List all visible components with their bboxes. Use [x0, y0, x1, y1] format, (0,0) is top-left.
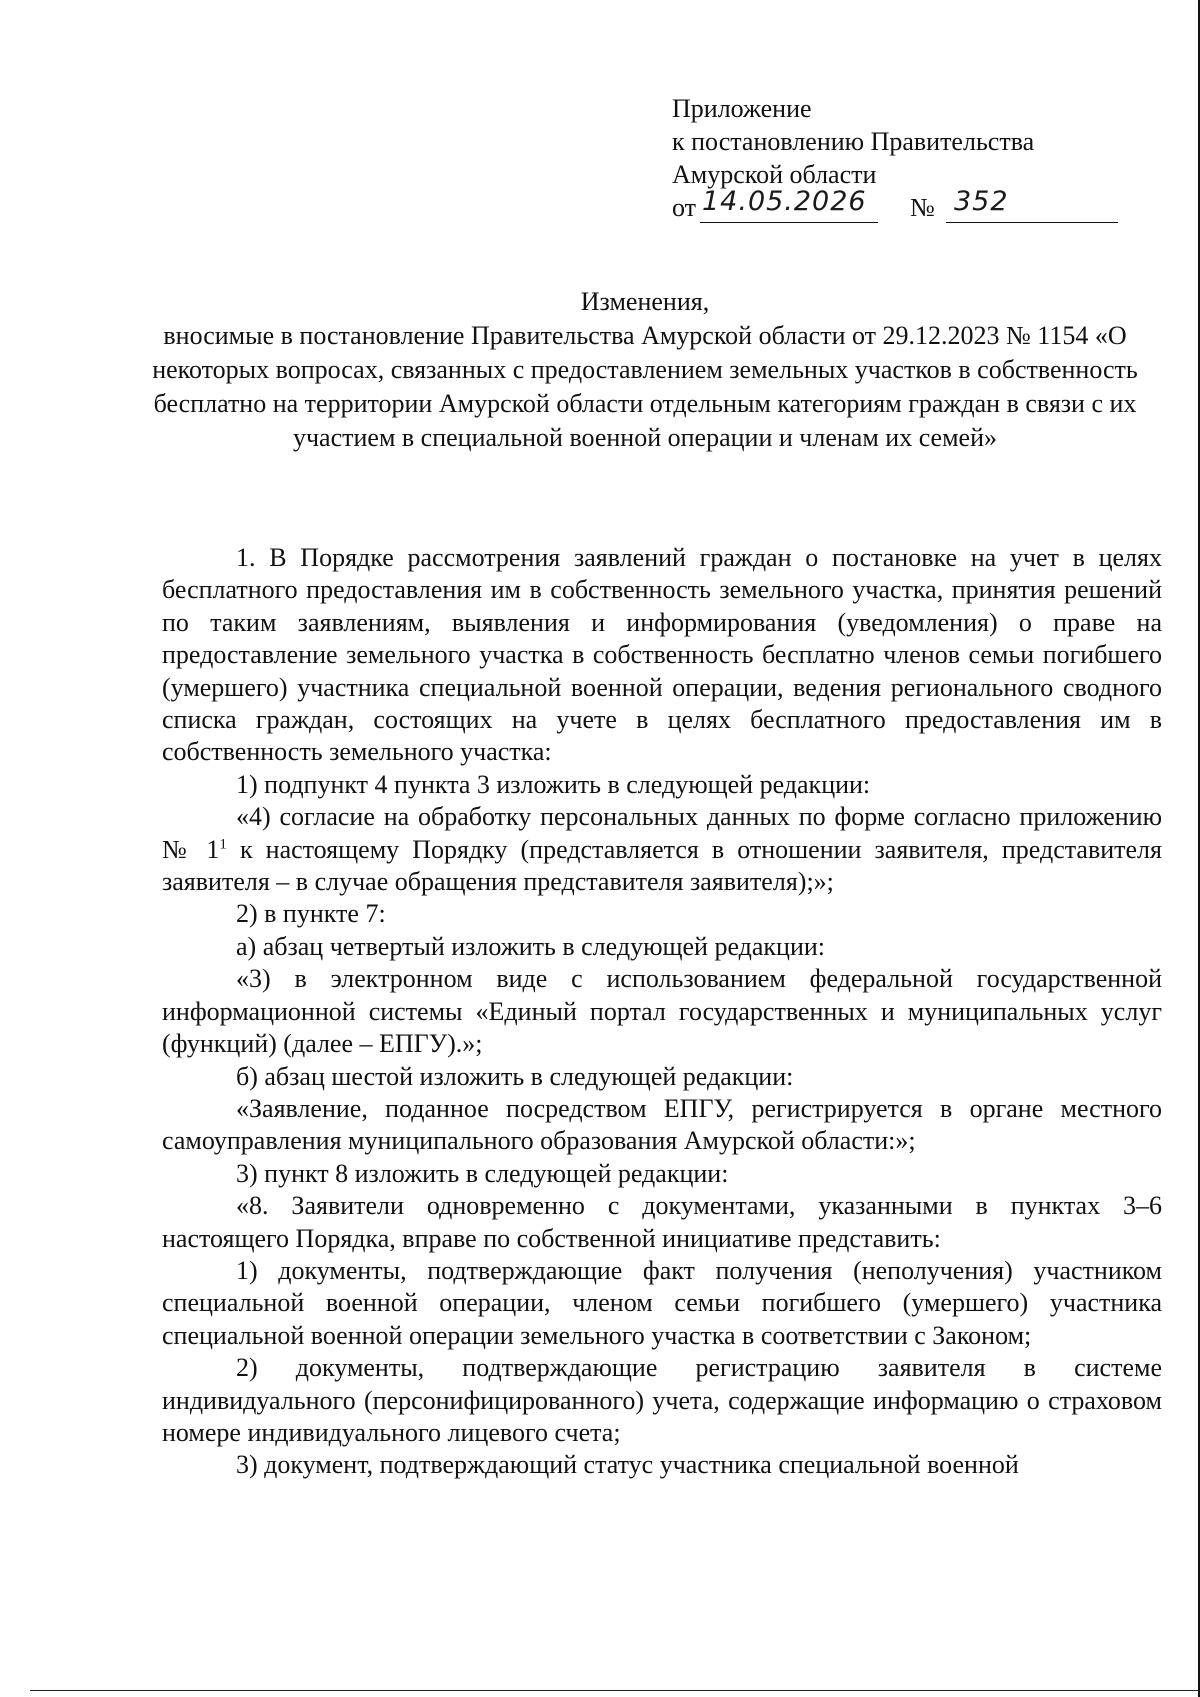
title-heading: Изменения, — [580, 287, 710, 316]
scan-edge-bottom — [30, 1690, 1200, 1691]
paragraph-5: а) абзац четвертый изложить в следующей редакции: — [236, 931, 826, 961]
paragraph-8: «Заявление, поданное посредством ЕПГУ, регистрируется в органе местного самоуправления муниципального образования Амурской области:»; — [162, 1093, 1162, 1156]
appendix-line-3: Амурской области — [672, 160, 877, 189]
number-prefix: № — [910, 193, 935, 222]
paragraph-3-superscript: 1 — [219, 836, 227, 852]
title-subtitle: вносимые в постановление Правительства Амурской области от 29.12.2023 № 1154 «О некоторых вопросах, связанных с предоставлением земельных участков в собственность бесплатно на территории Амурской области отдельным категориям граждан в связи с их участием в специальной военной операции и членам их семей» — [152, 321, 1138, 452]
paragraph-7: б) абзац шестой изложить в следующей редакции: — [236, 1061, 794, 1091]
paragraph-4: 2) в пункте 7: — [236, 899, 386, 929]
paragraph-10: «8. Заявители одновременно с документами, указанными в пунктах 3–6 настоящего Порядка, вправе по собственной инициативе представить: — [162, 1191, 1162, 1253]
paragraph-3-text-a: «4) согласие на обработку персональных данных по форме согласно приложению № 1 — [162, 802, 1162, 864]
paragraph-13: 3) документ, подтверждающий статус участника специальной военной — [236, 1450, 1019, 1480]
paragraph-9: 3) пункт 8 изложить в следующей редакции: — [236, 1158, 729, 1188]
date-underline — [700, 222, 878, 223]
document-body — [162, 542, 1162, 1482]
paragraph-1: 1. В Порядке рассмотрения заявлений граждан о постановке на учет в целях бесплатного предоставления им в собственность земельного участка, принятия решений по таким заявлениям, выявления и информирования (уведомления) о праве на предоставление земельного участка в собственность бесплатно членов семьи погибшего (умершего) участника специальной военной операции, ведения регионального сводного списка граждан, состоящих на учете в целях бесплатного предоставления им в собственность земельного участка: — [162, 543, 1162, 767]
paragraph-2: 1) подпункт 4 пункта 3 изложить в следующей редакции: — [236, 769, 871, 799]
paragraph-3-text-b: к настоящему Порядку (представляется в отношении заявителя, представителя заявителя – в случае обращения представителя заявителя);»; — [162, 834, 1162, 897]
date-number-row — [672, 186, 1132, 231]
date-prefix: от — [672, 193, 697, 222]
handwritten-number: 352 — [954, 186, 1009, 217]
paragraph-11: 1) документы, подтверждающие факт получения (неполучения) участником специальной военной операции, членом семьи погибшего (умершего) участника специальной военной операции земельного участка в соответствии с Законом; — [162, 1255, 1162, 1350]
paragraph-6: «3) в электронном виде с использованием федеральной государственной информационной системы «Единый портал государственных и муниципальных услуг (функций) (далее – ЕПГУ).»; — [162, 964, 1162, 1059]
appendix-line-1: Приложение — [672, 94, 812, 123]
handwritten-date: 14.05.2026 — [702, 186, 867, 217]
paragraph-12: 2) документы, подтверждающие регистрацию заявителя в системе индивидуального (персонифицированного) учета, содержащие информацию о страховом номере индивидуального лицевого счета; — [162, 1353, 1162, 1447]
appendix-line-2: к постановлению Правительства — [672, 127, 1035, 156]
document-title — [150, 285, 1140, 455]
number-underline — [946, 222, 1118, 223]
appendix-block — [672, 92, 1132, 231]
paragraph-3 — [162, 801, 1162, 898]
